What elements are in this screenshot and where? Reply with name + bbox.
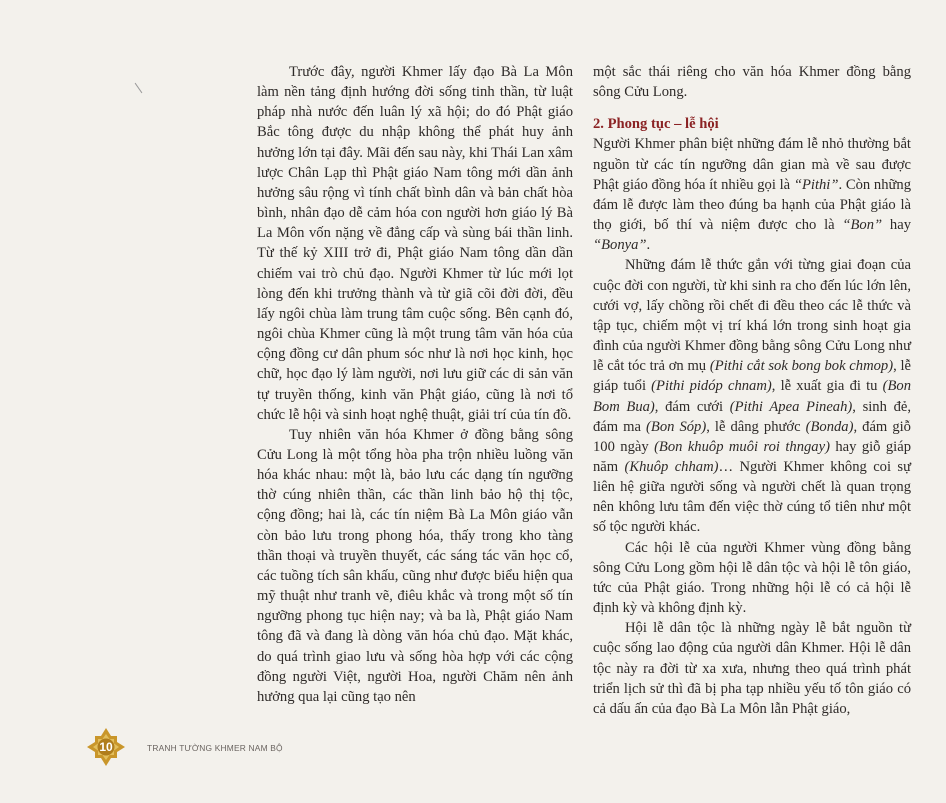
page-number: 10 — [99, 740, 113, 754]
paragraph: Trước đây, người Khmer lấy đạo Bà La Môn làm nền tảng định hướng đời sống tinh thần, từ luật pháp nhà nước đến luân lý xã hội; do đó Phật giáo Bắc tông được du nhập không thể phát huy ảnh hưởng lớn tại đây. Mãi đến sau này, khi Thái Lan xâm lược Chân Lạp thì Phật giáo Nam tông mới dần ảnh hưởng sâu rộng vì tính chất bình dân và bản chất hòa bình, nhân đạo dễ cảm hóa con người hơn giáo lý Bà La Môn vốn nặng về đẳng cấp và sùng bái thần linh. Từ thế kỷ XIII trở đi, Phật giáo Nam tông dần dần chiếm vai trò chủ đạo. Người Khmer từ lúc mới lọt lòng đến khi trưởng thành và từ giã cõi đời đời, đều lấy ngôi chùa làm trung tâm cuộc sống. Bên cạnh đó, ngôi chùa Khmer cũng là một trung tâm văn hóa của cộng đồng cư dân phum sóc như là nơi học kinh, học chữ, học đạo lý làm người, nơi lưu giữ các di sản văn tự truyền thống, kinh văn Phật giáo, cũng là nơi tổ chức lễ hội và sinh hoạt nghệ thuật, giải trí của tín đồ. — [257, 64, 573, 423]
term-italic: (Pithi Apea Pineah) — [729, 398, 853, 415]
text-run: hay — [882, 217, 911, 234]
paragraph — [593, 255, 911, 537]
term-italic: (Bon khuôp muôi roi thngay) — [654, 438, 830, 455]
left-column — [257, 62, 573, 707]
text-run: , lễ giáp tuổi — [593, 358, 911, 395]
paragraph: Tuy nhiên văn hóa Khmer ở đồng bằng sông Cửu Long là một tổng hòa pha trộn nhiều luồng văn hóa khác nhau: một là, bảo lưu các dạng tín ngưỡng thờ cúng nhiên thần, các thần linh bảo hộ thị tộc, cộng đồng; hai là, các tín niệm Bà La Môn giáo vẫn còn bảo lưu trong phong hóa, thấy trong kho tàng thần thoại và truyền thuyết, các sáng tác văn học cổ, các tuồng tích sân khấu, cũng như được biểu hiện qua mỹ thuật như tranh vẽ, điêu khắc và trong một số tín ngưỡng phong tục hiện nay; và ba là, Phật giáo Nam tông đã và đang là dòng văn hóa chủ đạo. Mặt khác, do quá trình giao lưu và sống hòa hợp với các cộng đồng người Việt, người Hoa, người Chăm nên ảnh hưởng qua lại cũng tạo nên — [257, 426, 573, 705]
text-run: hay giỗ giáp năm — [593, 438, 911, 475]
text-run: , sinh đẻ, đám ma — [593, 398, 911, 435]
term-italic: (Pithi pidóp chnam) — [651, 378, 772, 395]
text-run: . — [646, 237, 651, 254]
term-italic: “Bonya” — [593, 237, 647, 254]
page-number-badge — [86, 727, 126, 767]
book-title: TRANH TƯỜNG KHMER NAM BỘ — [147, 743, 283, 753]
text-run: Những đám lễ thức gắn với từng giai đoạn của cuộc đời con người, từ khi sinh ra cho đến lúc lớn lên, cưới vợ, lấy chồng rồi chết đi đều theo các lễ thức và tập tục, chiếm một vị trí khá lớn trong sinh hoạt gia đình của người Khmer đồng bằng sông Cửu Long như lễ cắt tóc trả ơn mụ — [593, 257, 911, 375]
term-italic: “Bon” — [842, 217, 883, 234]
term-italic: (Bon Bom Bua) — [593, 378, 911, 415]
paragraph: Hội lễ dân tộc là những ngày lễ bắt nguồn từ cuộc sống lao động của người dân Khmer. Hội lễ dân tộc này ra đời từ xa xưa, nhưng theo quá trình phát triển lịch sử thì đã bị pha tạp nhiều yếu tố tôn giáo có cả dấu ấn của đạo Bà La Môn lẫn Phật giáo, — [593, 620, 911, 717]
term-italic: (Khuôp chham) — [624, 458, 719, 475]
paragraph: Các hội lễ của người Khmer vùng đồng bằng sông Cửu Long gồm hội lễ dân tộc và hội lễ tôn giáo, tức của Phật giáo. Trong những hội lễ có cả hội lễ định kỳ và không định kỳ. — [593, 539, 911, 617]
margin-mark — [135, 83, 143, 93]
term-italic: “Pithi” — [793, 176, 839, 193]
text-run: … Người Khmer không coi sự liên hệ giữa người sống và người chết là quan trọng nên không lưu tâm đến việc thờ cúng tổ tiên như một số tộc người khác. — [593, 458, 912, 536]
term-italic: (Bonda) — [805, 418, 854, 435]
term-italic: (Bon Sóp) — [646, 418, 707, 435]
term-italic: (Pithi cắt sok bong bok chmop) — [709, 358, 894, 375]
section-heading: 2. Phong tục – lễ hội — [593, 116, 719, 133]
page-footer — [86, 727, 346, 767]
text-run: , đám giỗ 100 ngày — [593, 418, 911, 455]
right-column — [593, 62, 911, 719]
paragraph — [593, 134, 911, 255]
text-run: Người Khmer phân biệt những đám lễ nhỏ thường bắt nguồn từ các tín ngưỡng dân gian mà về sau được Phật giáo đồng hóa ít nhiều gọi là — [593, 136, 911, 193]
text-run: , lễ dâng phước — [706, 418, 806, 435]
paragraph: một sắc thái riêng cho văn hóa Khmer đồng bằng sông Cửu Long. — [593, 64, 911, 101]
text-run: , đám cưới — [654, 398, 730, 415]
text-run: , lễ xuất gia đi tu — [771, 378, 883, 395]
text-run: . Còn những đám lễ được làm theo đúng ba hạnh của Phật giáo là thọ giới, bố thí và niệm được cho là — [593, 176, 911, 234]
